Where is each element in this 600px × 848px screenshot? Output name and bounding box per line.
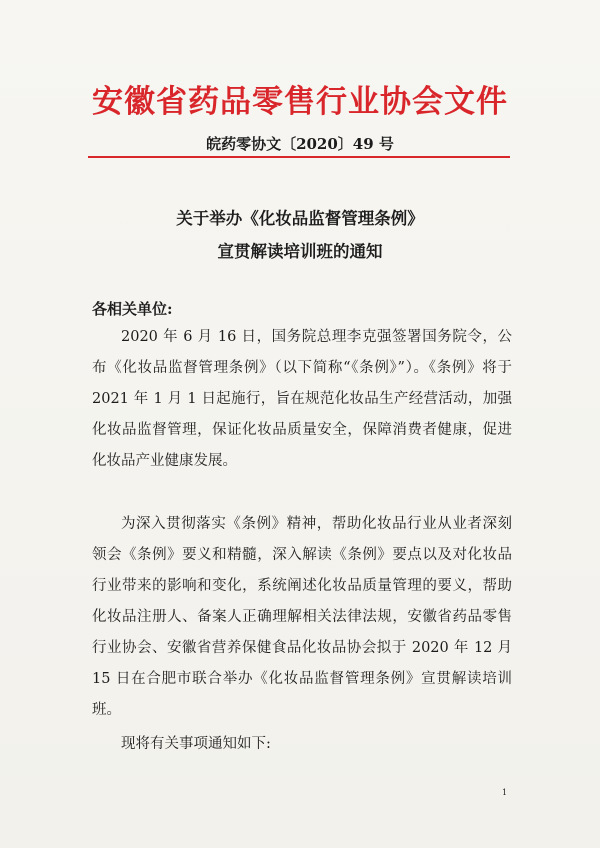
body-paragraph: 为深入贯彻落实《条例》精神，帮助化妆品行业从业者深刻领会《条例》要义和精髓，深入解读《条例》要点以及对化妆品行业带来的影响和变化，系统阐述化妆品质量管理的要义，帮助化妆品注册人、备案人正确理解相关法律法规，安徽省药品零售行业协会、安徽省营养保健食品化妆品协会拟于 2020 年 12 月 15 日在合肥市联合举办《化妆品监督管理条例》宣贯解读培训班。 [92,516,512,718]
page-number: 1 [502,788,508,797]
org-header-title: 安徽省药品零售行业协会文件 [92,84,508,120]
body-paragraph: 2020 年 6 月 16 日，国务院总理李克强签署国务院令，公布《化妆品监督管理条例》（以下简称“《条例》”）。《条例》将于 2021 年 1 月 1 日起施行，旨在规范化妆品生产经营活动，加强化妆品监督管理，保证化妆品质量安全，保障消费者健康，促进化妆品产业健康发展。 [92,329,512,469]
red-divider-line [88,156,510,158]
document-number: 皖药零协文〔2020〕49 号 [206,135,394,153]
body-paragraph: 现将有关事项通知如下: [121,736,271,752]
notice-title-line-2: 宣贯解读培训班的通知 [217,242,383,261]
notice-title-line-1: 关于举办《化妆品监督管理条例》 [176,209,424,228]
recipients-salutation: 各相关单位: [92,300,173,318]
